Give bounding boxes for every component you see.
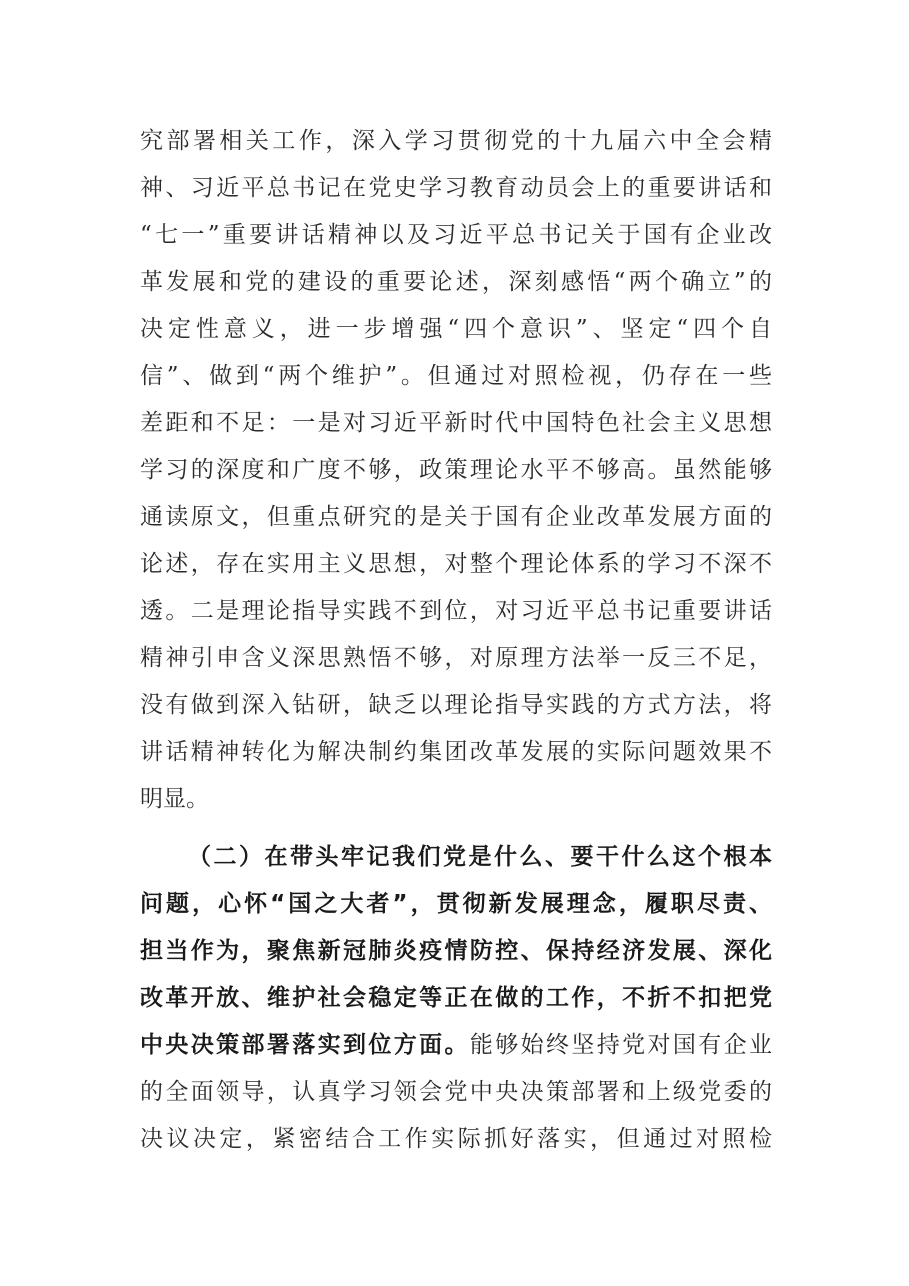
- section-heading-line: 改革开放、维护社会稳定等正在做的工作，不折不扣把党: [140, 985, 772, 1011]
- section-heading-line: （二）在带头牢记我们党是什么、要干什么这个根本: [188, 844, 772, 870]
- section-heading-tail: 中央决策部署落实到位方面。: [140, 1032, 470, 1058]
- text-line: “七一”重要讲话精神以及习近平总书记关于国有企业改: [140, 222, 772, 248]
- text-line: 透。二是理论指导实践不到位，对习近平总书记重要讲话: [140, 598, 772, 624]
- text-line: 学习的深度和广度不够，政策理论水平不够高。虽然能够: [140, 457, 772, 483]
- text-line: 讲话精神转化为解决制约集团改革发展的实际问题效果不: [140, 739, 772, 765]
- section-heading-line: 担当作为，聚焦新冠肺炎疫情防控、保持经济发展、深化: [140, 938, 772, 964]
- body-text: 能够始终坚持党对国有企业: [469, 1032, 772, 1058]
- text-line: 明显。: [140, 786, 209, 812]
- text-line: 通读原文，但重点研究的是关于国有企业改革发展方面的: [140, 504, 772, 530]
- text-line: 精神引申含义深思熟悟不够，对原理方法举一反三不足，: [140, 645, 772, 671]
- text-line: 论述，存在实用主义思想，对整个理论体系的学习不深不: [140, 551, 772, 577]
- text-line: 究部署相关工作，深入学习贯彻党的十九届六中全会精: [140, 128, 772, 154]
- text-line: 革发展和党的建设的重要论述，深刻感悟“两个确立”的: [140, 269, 772, 295]
- text-line: 信”、做到“两个维护”。但通过对照检视，仍存在一些: [140, 363, 772, 389]
- text-line: 决议决定，紧密结合工作实际抓好落实，但通过对照检: [140, 1126, 772, 1152]
- text-line: 的全面领导，认真学习领会党中央决策部署和上级党委的: [140, 1079, 772, 1105]
- text-line: 没有做到深入钻研，缺乏以理论指导实践的方式方法，将: [140, 692, 772, 718]
- paragraph-1: [140, 118, 772, 823]
- mixed-text-line: [140, 1022, 772, 1069]
- section-heading-line: 问题，心怀“国之大者”，贯彻新发展理念，履职尽责、: [140, 891, 772, 917]
- text-line: 差距和不足：一是对习近平新时代中国特色社会主义思想: [140, 410, 772, 436]
- paragraph-2: [140, 834, 772, 1163]
- text-line: 神、习近平总书记在党史学习教育动员会上的重要讲话和: [140, 175, 772, 201]
- text-line: 决定性意义，进一步增强“四个意识”、坚定“四个自: [140, 316, 772, 342]
